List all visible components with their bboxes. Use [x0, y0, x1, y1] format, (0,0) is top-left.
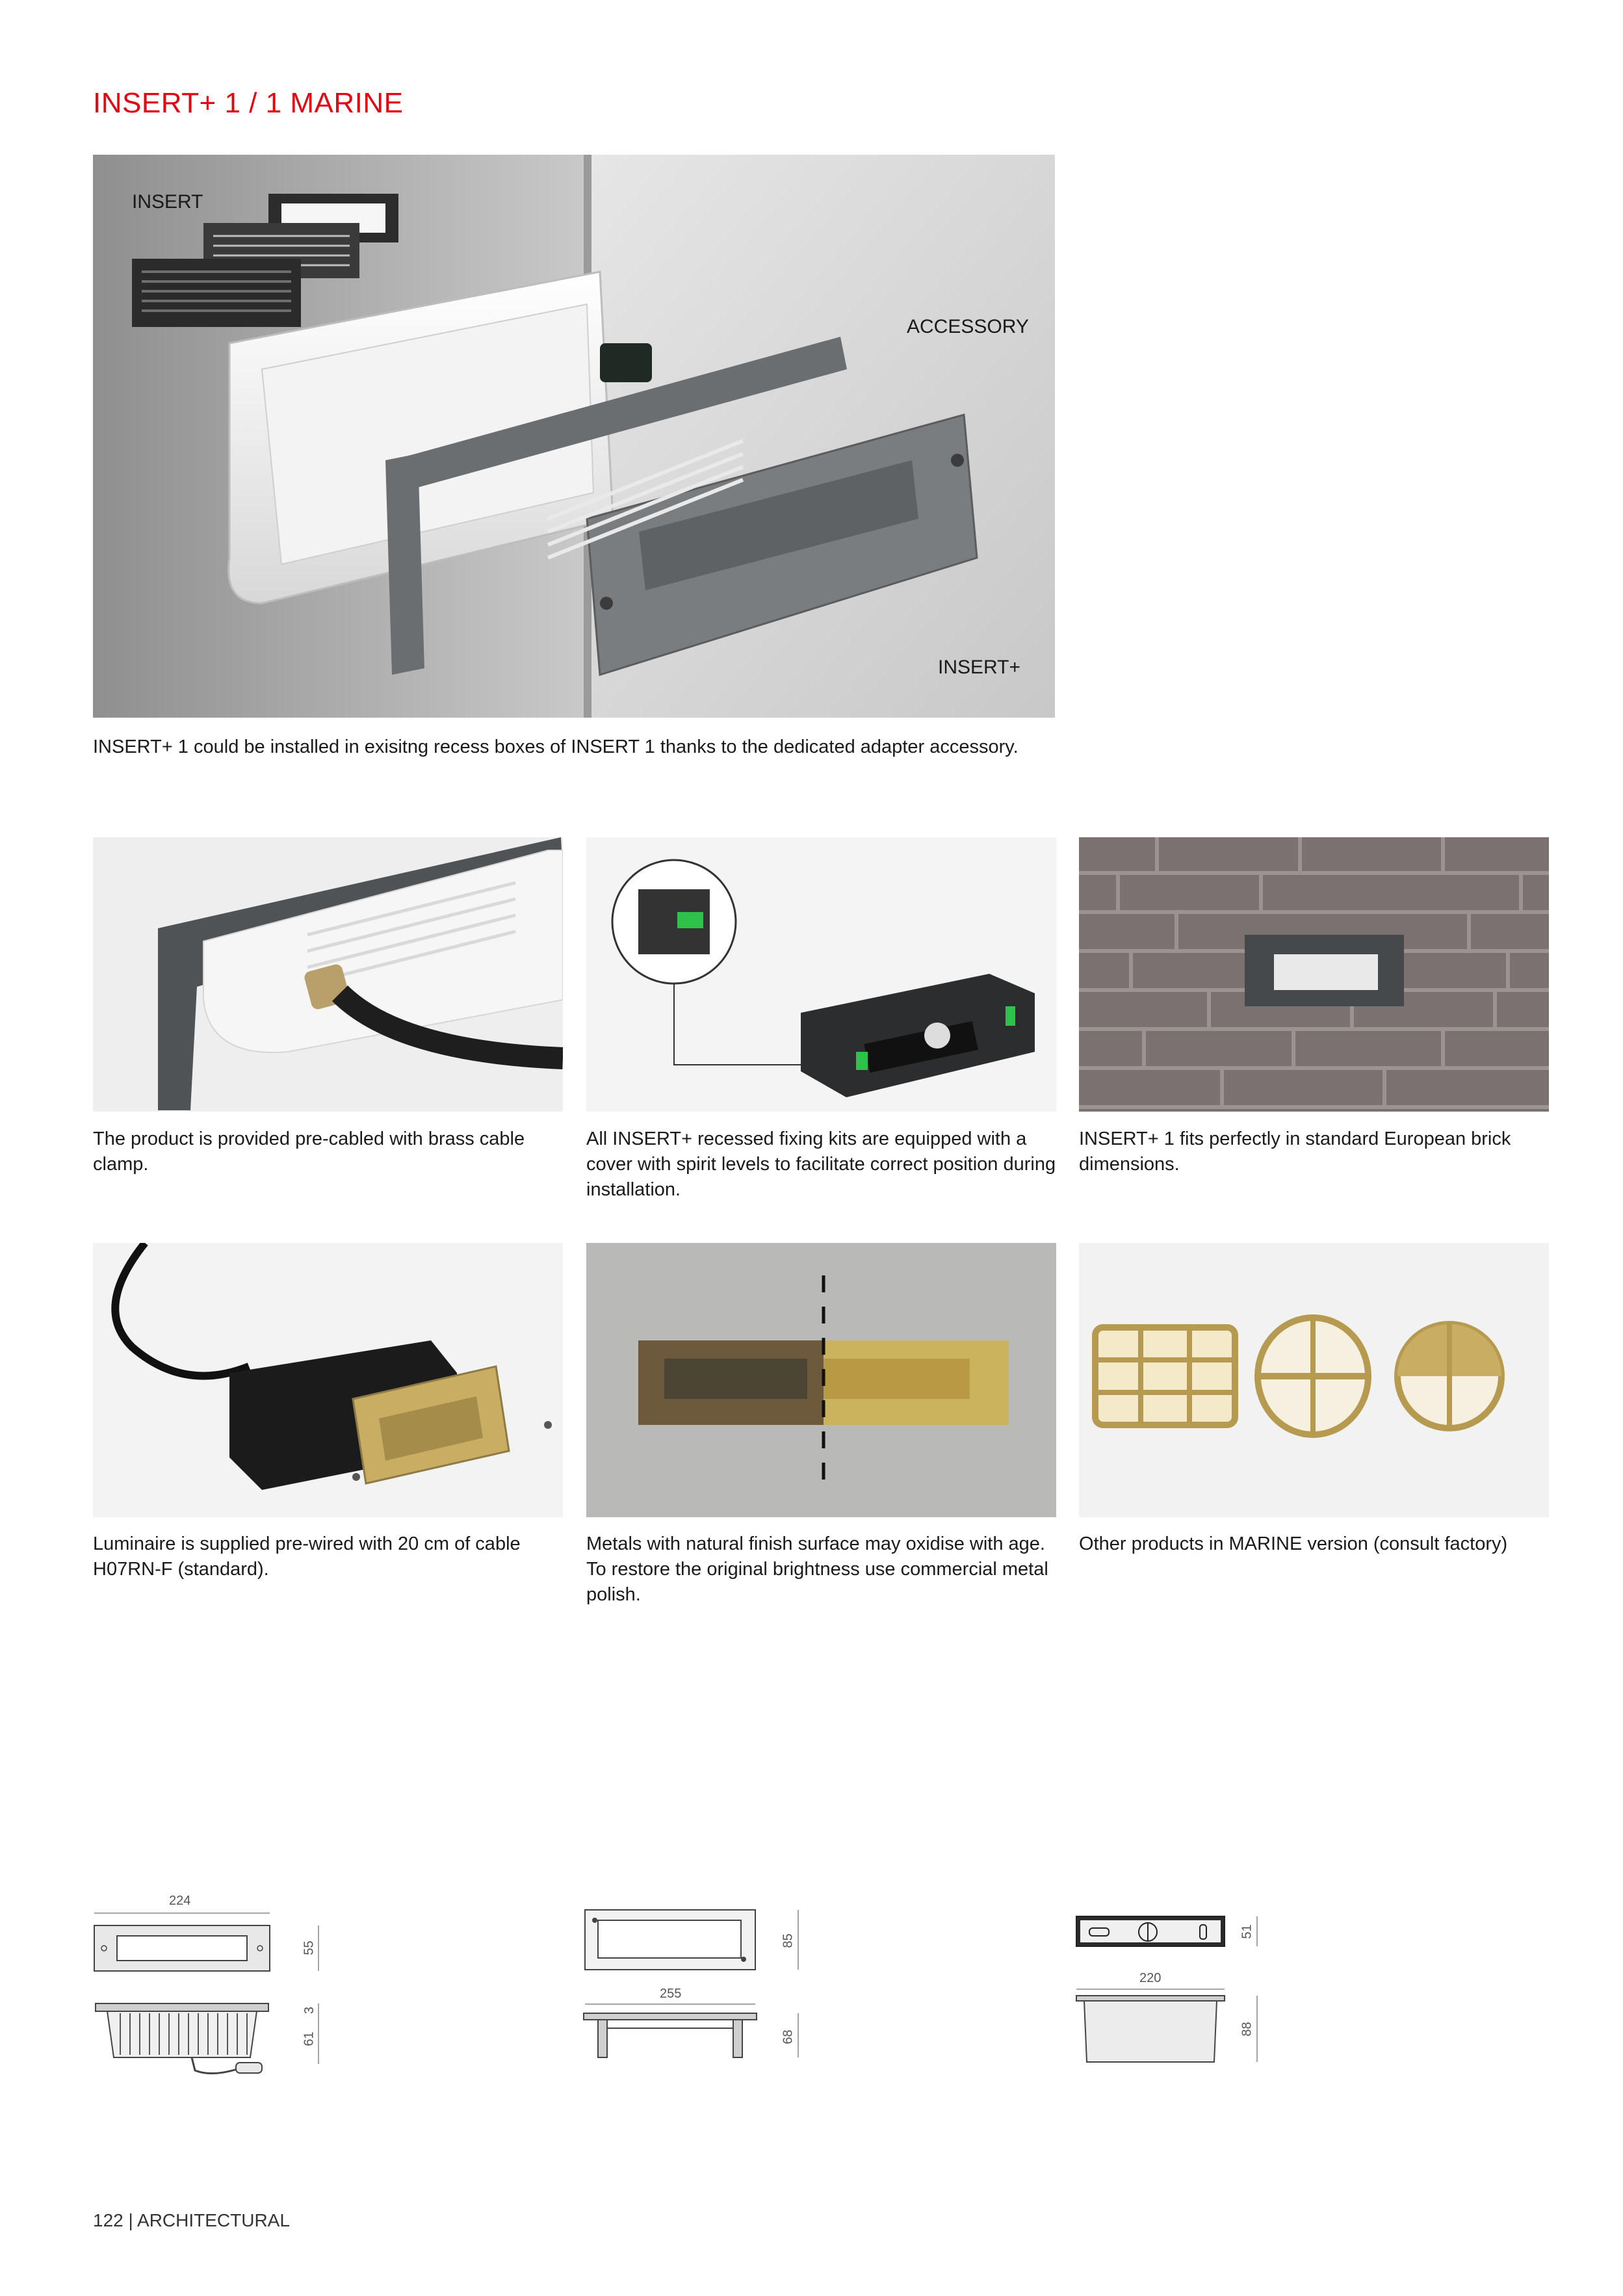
- hero-image: [93, 155, 1055, 718]
- dim-box-height: 51: [1240, 1924, 1254, 1939]
- feature-caption-2: All INSERT+ recessed fixing kits are equipped with a cover with spirit levels to facilitate correct position during installation.: [586, 1128, 1056, 1200]
- feature-caption-3: INSERT+ 1 fits perfectly in standard European brick dimensions.: [1079, 1128, 1511, 1175]
- dim-adapter-width: 255: [660, 1987, 682, 2001]
- photo-spirit-levels: [586, 837, 1056, 1112]
- feature-caption-6: Other products in MARINE version (consult factory): [1079, 1533, 1508, 1554]
- dim-box-width: 220: [1139, 1971, 1162, 1985]
- dim-adapter-height: 85: [781, 1933, 796, 1948]
- photo-metal-finish: [586, 1243, 1056, 1517]
- photo-cable-clamp: [93, 837, 563, 1112]
- label-accessory: ACCESSORY: [907, 316, 1029, 337]
- footer-separator: |: [123, 2210, 138, 2230]
- label-insert-plus: INSERT+: [938, 657, 1020, 678]
- dim-box-depth: 88: [1240, 2022, 1254, 2037]
- page-number: 122: [93, 2210, 123, 2230]
- page-title: INSERT+ 1 / 1 MARINE: [93, 87, 404, 119]
- photo-marine-products: [1079, 1243, 1549, 1517]
- feature-caption-4: Luminaire is supplied pre-wired with 20 cm of cable H07RN-F (standard).: [93, 1533, 521, 1580]
- dim-adapter-depth: 68: [781, 2029, 796, 2044]
- photo-pre-wired: [93, 1243, 563, 1517]
- photo-brick-wall: [1079, 837, 1549, 1112]
- dim-luminaire-height: 55: [302, 1940, 317, 1955]
- page-footer: [93, 2210, 290, 2231]
- drawing-adapter: [578, 1905, 825, 2113]
- hero-caption: INSERT+ 1 could be installed in exisitng recess boxes of INSERT 1 thanks to the dedicated adapter accessory.: [93, 737, 1019, 757]
- drawing-box: [1071, 1911, 1279, 2106]
- dim-luminaire-width: 224: [169, 1894, 191, 1908]
- label-insert: INSERT: [132, 191, 203, 213]
- dim-luminaire-depth: 61: [302, 2031, 317, 2046]
- drawing-luminaire: [88, 1888, 348, 2083]
- feature-caption-5: Metals with natural finish surface may oxidise with age. To restore the original brightness use commercial metal polish.: [586, 1533, 1048, 1605]
- feature-caption-1: The product is provided pre-cabled with brass cable clamp.: [93, 1128, 525, 1175]
- hero-illustration: [93, 155, 1055, 718]
- section-name: ARCHITECTURAL: [137, 2210, 290, 2230]
- dim-luminaire-depth-extra: 3: [302, 2006, 317, 2015]
